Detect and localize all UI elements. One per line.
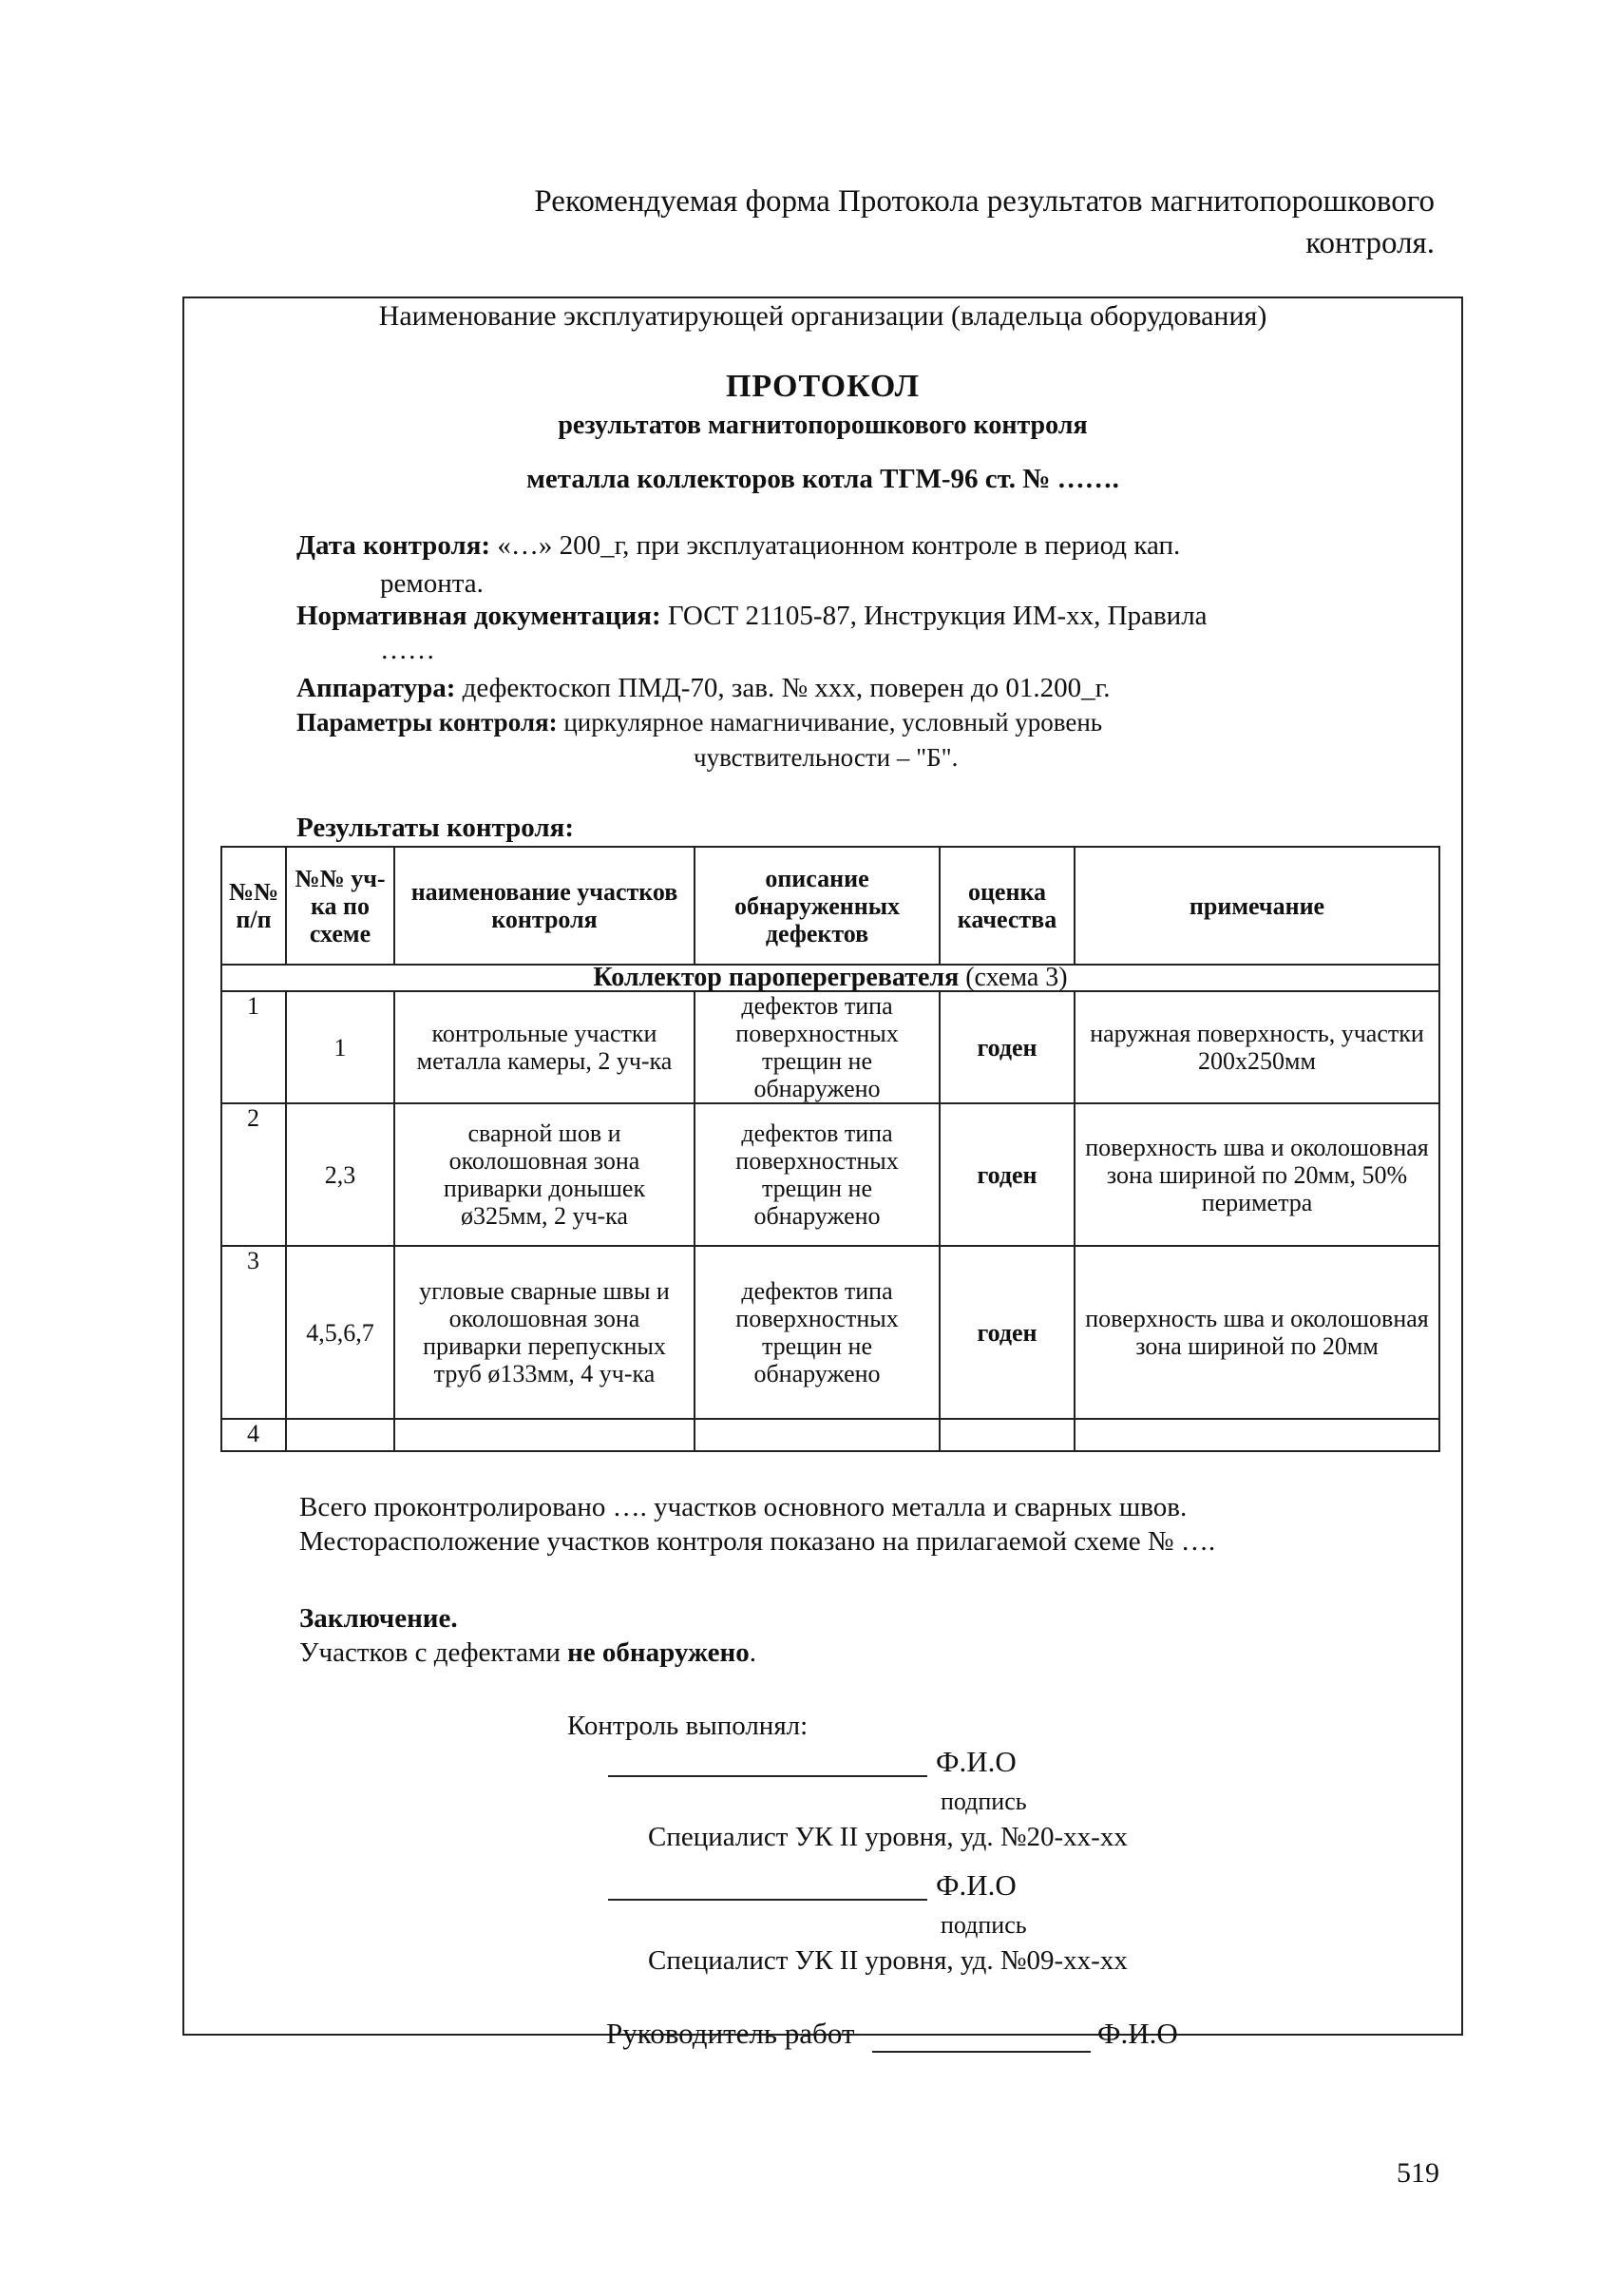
date-value: «…» 200_г, при эксплуатационном контроле в период кап. [497, 530, 1181, 561]
cell-quality [940, 1419, 1075, 1451]
signature-line-1 [608, 1775, 927, 1777]
equipment-label: Аппаратура: [296, 673, 456, 703]
cell-number: 4 [221, 1419, 286, 1451]
cell-number: 1 [221, 991, 286, 1103]
results-table [220, 846, 1440, 1452]
cell-sites [286, 1419, 394, 1451]
summary-line-1: Всего проконтролировано …. участков основного металла и сварных швов. [299, 1492, 1188, 1522]
params-value: циркулярное намагничивание, условный уровень [563, 708, 1103, 737]
date-value-continued: ремонта. [380, 568, 484, 599]
header-quality: оценка качества [940, 847, 1075, 965]
cell-number: 3 [221, 1246, 286, 1419]
signature-line-2 [608, 1899, 927, 1901]
header-number: №№ п/п [221, 847, 286, 965]
page-number: 519 [1397, 2157, 1439, 2189]
heading-line-1: Рекомендуемая форма Протокола результатов магнитопорошкового [534, 184, 1435, 219]
cell-name [394, 1419, 695, 1451]
header-note: примечание [1075, 847, 1439, 965]
conclusion [299, 1601, 756, 1670]
signature-2-caption: подпись [941, 1911, 1027, 1939]
cell-defects: дефектов типа поверхностных трещин не обнаружено [695, 991, 940, 1103]
params-label: Параметры контроля: [296, 708, 558, 737]
conclusion-text-suffix: . [749, 1637, 756, 1668]
table-row [221, 1103, 1439, 1246]
protocol-subtitle-boiler: металла коллекторов котла ТГМ-96 ст. № ……. [526, 464, 1119, 494]
norm-doc-label: Нормативная документация: [296, 601, 661, 631]
performed-by-label: Контроль выполнял: [567, 1711, 809, 1741]
manager-name: Ф.И.О [1097, 2017, 1178, 2050]
conclusion-title: Заключение. [299, 1603, 458, 1634]
conclusion-text-bold: не обнаружено [567, 1637, 750, 1668]
cell-note: поверхность шва и околошовная зона шириной по 20мм, 50% периметра [1075, 1103, 1439, 1246]
cell-name: сварной шов и околошовная зона приварки донышек ø325мм, 2 уч-ка [394, 1103, 695, 1246]
protocol-title: ПРОТОКОЛ [725, 369, 921, 404]
table-row [221, 1419, 1439, 1451]
cell-quality: годен [940, 1246, 1075, 1419]
norm-doc-value: ГОСТ 21105-87, Инструкция ИМ-хх, Правила [667, 601, 1208, 631]
cell-sites: 1 [286, 991, 394, 1103]
results-label: Результаты контроля: [296, 813, 575, 843]
signature-1-name: Ф.И.О [936, 1745, 1017, 1778]
section-title [221, 965, 1439, 991]
section-title-bold: Коллектор пароперегревателя [593, 963, 960, 992]
conclusion-text-prefix: Участков с дефектами [299, 1637, 568, 1668]
cell-sites: 2,3 [286, 1103, 394, 1246]
header-site-number: №№ уч-ка по схеме [286, 847, 394, 965]
heading-line-2: контроля. [1305, 226, 1435, 260]
cell-number: 2 [221, 1103, 286, 1246]
norm-doc-field [296, 601, 1208, 632]
norm-doc-value-continued: …… [380, 635, 435, 665]
cell-quality: годен [940, 991, 1075, 1103]
cell-defects: дефектов типа поверхностных трещин не обнаружено [695, 1103, 940, 1246]
summary [299, 1490, 1215, 1559]
params-value-continued: чувствительности – "Б". [694, 743, 959, 772]
manager-label: Руководитель работ [606, 2017, 855, 2050]
date-label: Дата контроля: [296, 530, 491, 561]
signature-2-name: Ф.И.О [936, 1868, 1017, 1902]
table-section-row [221, 965, 1439, 991]
signature-2-role: Специалист УК II уровня, уд. №09-хх-хх [648, 1945, 1128, 1976]
params-field [296, 708, 1102, 737]
cell-name: угловые сварные швы и околошовная зона приварки перепускных труб ø133мм, 4 уч-ка [394, 1246, 695, 1419]
date-field [296, 530, 1180, 562]
cell-quality: годен [940, 1103, 1075, 1246]
header-site-name: наименование участков контроля [394, 847, 695, 965]
cell-defects: дефектов типа поверхностных трещин не обнаружено [695, 1246, 940, 1419]
table-row [221, 991, 1439, 1103]
table-header-row [221, 847, 1439, 965]
organization-name: Наименование эксплуатирующей организации (владельца оборудования) [378, 300, 1267, 332]
conclusion-text [299, 1636, 756, 1670]
cell-defects [695, 1419, 940, 1451]
cell-name: контрольные участки металла камеры, 2 уч-ка [394, 991, 695, 1103]
cell-sites: 4,5,6,7 [286, 1246, 394, 1419]
cell-note: поверхность шва и околошовная зона шириной по 20мм [1075, 1246, 1439, 1419]
cell-note [1075, 1419, 1439, 1451]
signature-1-role: Специалист УК II уровня, уд. №20-хх-хх [648, 1822, 1128, 1852]
section-title-scheme: (схема 3) [959, 963, 1068, 992]
summary-line-2: Месторасположение участков контроля показано на прилагаемой схеме № …. [299, 1526, 1216, 1557]
protocol-subtitle: результатов магнитопорошкового контроля [558, 411, 1088, 440]
equipment-field [296, 673, 1111, 704]
equipment-value: дефектоскоп ПМД-70, зав. № ххх, поверен до 01.200_г. [462, 673, 1111, 703]
manager-signature-line [872, 2051, 1091, 2053]
cell-note: наружная поверхность, участки 200х250мм [1075, 991, 1439, 1103]
header-defects: описание обнаруженных дефектов [695, 847, 940, 965]
signature-1-caption: подпись [941, 1788, 1027, 1815]
table-row [221, 1246, 1439, 1419]
document-heading [285, 181, 1435, 264]
